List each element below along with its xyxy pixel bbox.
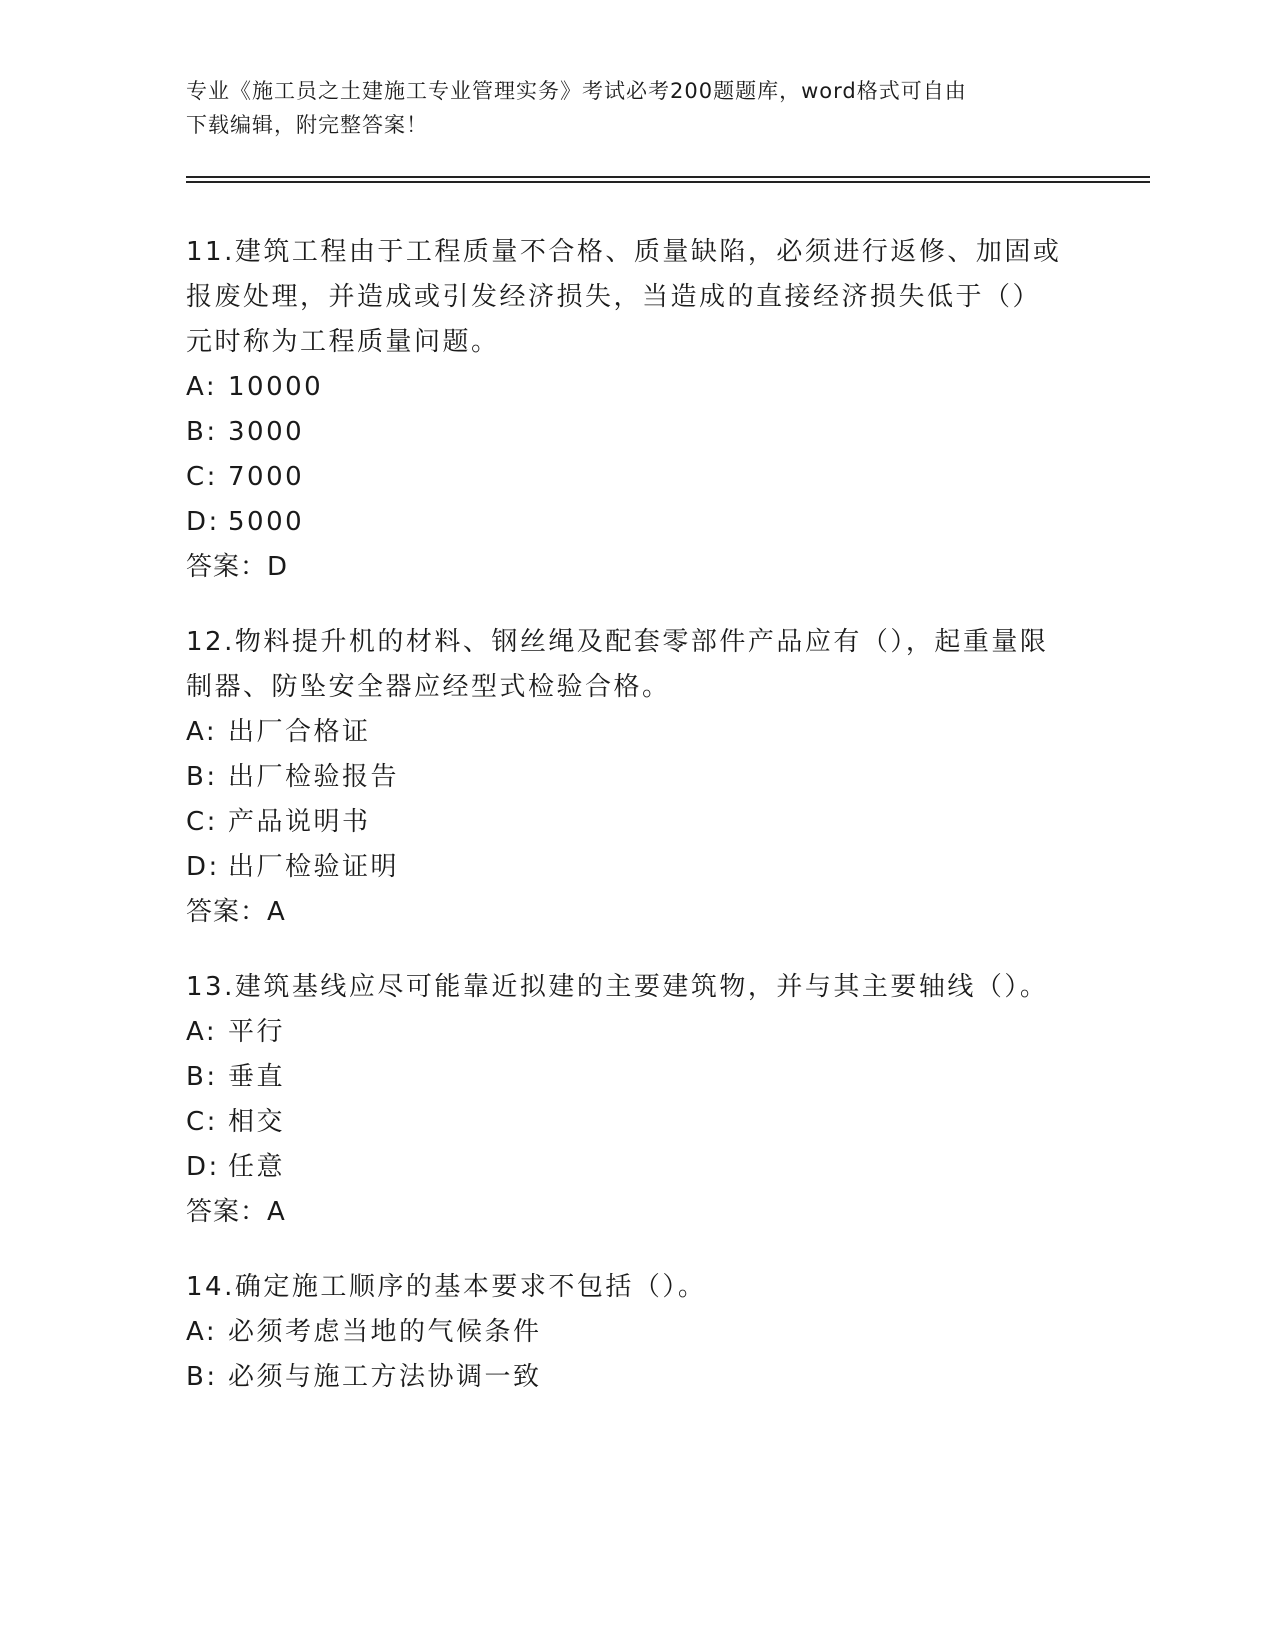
option-letter: B: xyxy=(186,762,218,792)
option-letter: C: xyxy=(186,807,218,837)
stem-line: 报废处理，并造成或引发经济损失，当造成的直接经济损失低于（） xyxy=(186,282,1042,312)
option-text: 出厂检验报告 xyxy=(228,762,400,792)
option-letter: D: xyxy=(186,507,220,537)
answer-line: 答案：A xyxy=(186,897,286,927)
answer-line: 答案：D xyxy=(186,552,289,582)
header-line-1: 专业《施工员之土建施工专业管理实务》考试必考200题题库，word格式可自由 xyxy=(186,79,967,103)
header-divider-bottom xyxy=(186,181,1150,183)
option-c xyxy=(186,1100,1086,1145)
option-letter: A: xyxy=(186,372,218,402)
question-12 xyxy=(186,620,1086,935)
option-d xyxy=(186,1145,1086,1190)
option-letter: B: xyxy=(186,1362,218,1392)
option-text: 产品说明书 xyxy=(228,807,371,837)
answer-line: 答案：A xyxy=(186,1197,286,1227)
option-letter: C: xyxy=(186,462,218,492)
stem-line: 元时称为工程质量问题。 xyxy=(186,327,500,357)
option-b xyxy=(186,755,1086,800)
option-b xyxy=(186,1055,1086,1100)
option-a xyxy=(186,365,1086,410)
option-text: 5000 xyxy=(228,507,305,537)
option-d xyxy=(186,845,1086,890)
option-letter: A: xyxy=(186,1017,218,1047)
header-line-2: 下载编辑，附完整答案！ xyxy=(186,113,428,137)
question-stem xyxy=(186,230,1086,365)
stem-line: 14.确定施工顺序的基本要求不包括（）。 xyxy=(186,1272,707,1302)
option-text: 出厂合格证 xyxy=(228,717,371,747)
question-stem xyxy=(186,965,1086,1010)
stem-line: 12.物料提升机的材料、钢丝绳及配套零部件产品应有（），起重量限 xyxy=(186,627,1049,657)
option-text: 必须考虑当地的气候条件 xyxy=(228,1317,542,1347)
stem-line: 13.建筑基线应尽可能靠近拟建的主要建筑物，并与其主要轴线（）。 xyxy=(186,972,1049,1002)
option-text: 3000 xyxy=(228,417,305,447)
option-letter: B: xyxy=(186,417,218,447)
option-b xyxy=(186,1355,1086,1400)
option-text: 出厂检验证明 xyxy=(228,852,400,882)
question-13 xyxy=(186,965,1086,1235)
question-stem xyxy=(186,620,1086,710)
header-divider-top xyxy=(186,176,1150,178)
option-letter: D: xyxy=(186,1152,220,1182)
option-c xyxy=(186,800,1086,845)
option-text: 垂直 xyxy=(228,1062,286,1092)
document-header xyxy=(186,74,1086,142)
option-text: 10000 xyxy=(228,372,324,402)
option-text: 平行 xyxy=(228,1017,286,1047)
option-letter: A: xyxy=(186,717,218,747)
stem-line: 制器、防坠安全器应经型式检验合格。 xyxy=(186,672,671,702)
option-a xyxy=(186,1310,1086,1355)
option-letter: A: xyxy=(186,1317,218,1347)
option-text: 必须与施工方法协调一致 xyxy=(228,1362,542,1392)
option-text: 任意 xyxy=(228,1152,286,1182)
question-11 xyxy=(186,230,1086,590)
question-14 xyxy=(186,1265,1086,1400)
option-letter: D: xyxy=(186,852,220,882)
option-letter: C: xyxy=(186,1107,218,1137)
question-list xyxy=(186,230,1086,1430)
option-b xyxy=(186,410,1086,455)
option-a xyxy=(186,1010,1086,1055)
option-text: 7000 xyxy=(228,462,305,492)
option-d xyxy=(186,500,1086,545)
stem-line: 11.建筑工程由于工程质量不合格、质量缺陷，必须进行返修、加固或 xyxy=(186,237,1062,267)
option-c xyxy=(186,455,1086,500)
option-a xyxy=(186,710,1086,755)
option-letter: B: xyxy=(186,1062,218,1092)
question-stem xyxy=(186,1265,1086,1310)
option-text: 相交 xyxy=(228,1107,286,1137)
